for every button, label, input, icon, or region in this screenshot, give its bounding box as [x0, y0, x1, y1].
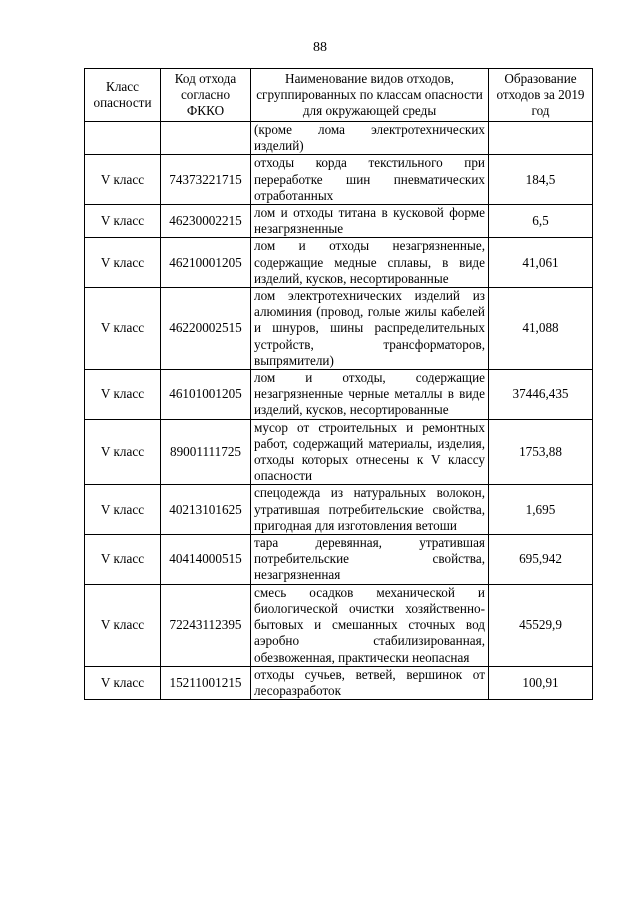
table-row: [85, 122, 593, 155]
cell-name: лом и отходы титана в кусковой форме незагрязненные: [251, 205, 489, 238]
cell-amount: 37446,435: [489, 370, 593, 420]
table-header-row: [85, 69, 593, 122]
cell-name: тара деревянная, утратившая потребительские свойства, незагрязненная: [251, 535, 489, 585]
table-row: [85, 485, 593, 535]
table-row: [85, 155, 593, 205]
header-class: Класс опасности: [85, 69, 161, 122]
header-code: Код отхода согласно ФККО: [161, 69, 251, 122]
cell-class: V класс: [85, 584, 161, 666]
cell-amount: 45529,9: [489, 584, 593, 666]
waste-table: [84, 68, 593, 700]
cell-amount: [489, 122, 593, 155]
cell-code: 74373221715: [161, 155, 251, 205]
table-row: [85, 535, 593, 585]
cell-name: отходы сучьев, ветвей, вершинок от лесоразработок: [251, 666, 489, 699]
cell-amount: 41,061: [489, 238, 593, 288]
cell-amount: 41,088: [489, 288, 593, 370]
cell-amount: 184,5: [489, 155, 593, 205]
cell-code: 72243112395: [161, 584, 251, 666]
cell-name: смесь осадков механической и биологической очистки хозяйственно-бытовых и смешанных сточных вод аэробно стабилизированная, обезвоженная, практически неопасная: [251, 584, 489, 666]
cell-code: 46210001205: [161, 238, 251, 288]
cell-name: отходы корда текстильного при переработке шин пневматических отработанных: [251, 155, 489, 205]
cell-name: спецодежда из натуральных волокон, утратившая потребительские свойства, пригодная для изготовления ветоши: [251, 485, 489, 535]
cell-class: V класс: [85, 205, 161, 238]
cell-amount: 1,695: [489, 485, 593, 535]
cell-code: 46230002215: [161, 205, 251, 238]
cell-class: V класс: [85, 535, 161, 585]
table-row: [85, 419, 593, 485]
cell-class: V класс: [85, 288, 161, 370]
cell-class: V класс: [85, 485, 161, 535]
cell-code: 40414000515: [161, 535, 251, 585]
cell-amount: 695,942: [489, 535, 593, 585]
cell-name: мусор от строительных и ремонтных работ, содержащий материалы, изделия, отходы которых отнесены к V классу опасности: [251, 419, 489, 485]
cell-code: 40213101625: [161, 485, 251, 535]
table-row: [85, 370, 593, 420]
cell-code: 89001111725: [161, 419, 251, 485]
cell-name: лом и отходы, содержащие незагрязненные черные металлы в виде изделий, кусков, несортированные: [251, 370, 489, 420]
cell-class: V класс: [85, 155, 161, 205]
table-row: [85, 288, 593, 370]
table-row: [85, 666, 593, 699]
table-row: [85, 205, 593, 238]
cell-class: V класс: [85, 370, 161, 420]
cell-class: [85, 122, 161, 155]
cell-name: (кроме лома электротехнических изделий): [251, 122, 489, 155]
cell-class: V класс: [85, 238, 161, 288]
cell-name: лом и отходы незагрязненные, содержащие медные сплавы, в виде изделий, кусков, несортированные: [251, 238, 489, 288]
cell-code: [161, 122, 251, 155]
cell-amount: 1753,88: [489, 419, 593, 485]
cell-class: V класс: [85, 666, 161, 699]
cell-amount: 100,91: [489, 666, 593, 699]
header-name: Наименование видов отходов, сгруппированных по классам опасности для окружающей среды: [251, 69, 489, 122]
cell-class: V класс: [85, 419, 161, 485]
cell-code: 15211001215: [161, 666, 251, 699]
cell-code: 46101001205: [161, 370, 251, 420]
page-number: 88: [313, 40, 327, 55]
header-amount: Образование отходов за 2019 год: [489, 69, 593, 122]
cell-code: 46220002515: [161, 288, 251, 370]
cell-name: лом электротехнических изделий из алюминия (провод, голые жилы кабелей и шнуров, шины распределительных устройств, трансформаторов, выпрямители): [251, 288, 489, 370]
table-row: [85, 238, 593, 288]
table-row: [85, 584, 593, 666]
cell-amount: 6,5: [489, 205, 593, 238]
